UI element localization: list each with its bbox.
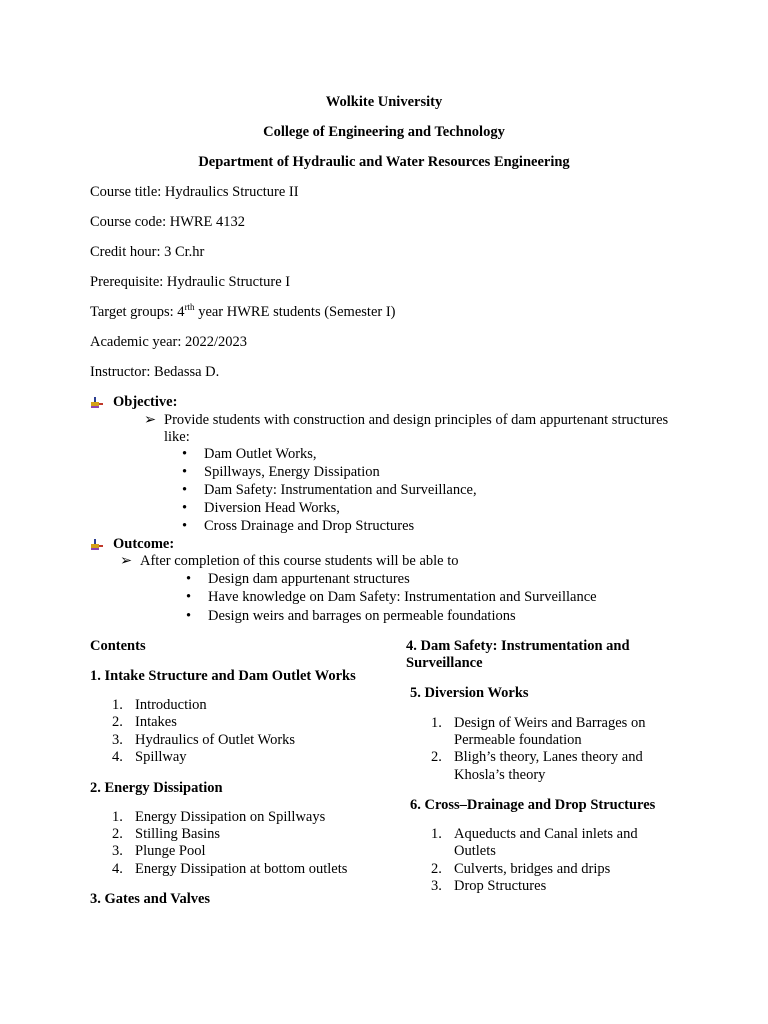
- arrow-icon: ➢: [144, 412, 157, 428]
- list-item: 1. Aqueducts and Canal inlets and: [431, 826, 638, 842]
- bullet-icon: •: [186, 589, 192, 605]
- contents-heading: Contents: [90, 638, 146, 654]
- list-item: 3. Plunge Pool: [112, 843, 206, 859]
- list-item: • Design weirs and barrages on permeable foundations: [186, 608, 516, 624]
- list-item: 2. Stilling Basins: [112, 826, 221, 842]
- credit-hour: Credit hour: 3 Cr.hr: [90, 244, 205, 260]
- arrow-icon: ➢: [120, 553, 133, 569]
- target-suffix: year HWRE students (Semester I): [194, 304, 396, 320]
- list-item: 3. Drop Structures: [431, 878, 547, 894]
- section-5-title: 5. Diversion Works: [410, 685, 529, 701]
- course-title: Course title: Hydraulics Structure II: [90, 184, 299, 200]
- list-item: 2. Intakes: [112, 714, 177, 730]
- outcome-arrow-text: After completion of this course students will be able to: [140, 553, 459, 569]
- list-item-cont: Permeable foundation: [454, 732, 582, 748]
- prerequisite: Prerequisite: Hydraulic Structure I: [90, 274, 291, 290]
- list-item: 1. Energy Dissipation on Spillways: [112, 809, 326, 825]
- list-item: • Have knowledge on Dam Safety: Instrumentation and Surveillance: [186, 589, 597, 605]
- bullet-icon: •: [182, 518, 188, 534]
- section-4-title-cont: Surveillance: [406, 655, 483, 671]
- university-title: Wolkite University: [325, 94, 443, 110]
- bullet-icon: •: [182, 500, 188, 516]
- list-item: • Spillways, Energy Dissipation: [182, 464, 380, 480]
- objective-arrow-text: Provide students with construction and design principles of dam appurtenant structures: [164, 412, 669, 428]
- bullet-icon: •: [182, 446, 188, 462]
- bullet-icon: •: [186, 608, 192, 624]
- outcome-arrow-item: [120, 553, 459, 570]
- list-item-cont: Outlets: [454, 843, 496, 859]
- section-6-title: 6. Cross–Drainage and Drop Structures: [410, 797, 656, 813]
- list-item: • Diversion Head Works,: [182, 500, 340, 516]
- bullet-icon: •: [182, 464, 188, 480]
- section-4-title: 4. Dam Safety: Instrumentation and: [406, 638, 630, 654]
- bullet-icon: •: [186, 571, 192, 587]
- academic-year: Academic year: 2022/2023: [90, 334, 248, 350]
- list-item: 2. Culverts, bridges and drips: [431, 861, 611, 877]
- pointing-hand-icon: [90, 395, 104, 409]
- objective-heading: Objective:: [113, 394, 178, 410]
- department-title: Department of Hydraulic and Water Resources Engineering: [198, 154, 570, 170]
- list-item: 4. Energy Dissipation at bottom outlets: [112, 861, 348, 877]
- target-prefix: Target groups: 4: [90, 304, 185, 320]
- list-item: • Dam Safety: Instrumentation and Surveillance,: [182, 482, 477, 498]
- bullet-icon: •: [182, 482, 188, 498]
- instructor: Instructor: Bedassa D.: [90, 364, 220, 380]
- target-sup: rth: [184, 302, 195, 313]
- section-1-title: 1. Intake Structure and Dam Outlet Works: [90, 668, 356, 684]
- section-3-title: 3. Gates and Valves: [90, 891, 211, 907]
- list-item-cont: Khosla’s theory: [454, 767, 546, 783]
- list-item: • Cross Drainage and Drop Structures: [182, 518, 415, 534]
- list-item: • Dam Outlet Works,: [182, 446, 317, 462]
- outcome-heading: Outcome:: [113, 536, 175, 552]
- college-title: College of Engineering and Technology: [263, 124, 505, 140]
- course-code: Course code: HWRE 4132: [90, 214, 246, 230]
- list-item: 3. Hydraulics of Outlet Works: [112, 732, 296, 748]
- objective-arrow-text-cont: like:: [164, 429, 190, 445]
- list-item: 2. Bligh’s theory, Lanes theory and: [431, 749, 643, 765]
- pointing-hand-icon: [90, 537, 104, 551]
- list-item: 1. Introduction: [112, 697, 207, 713]
- section-2-title: 2. Energy Dissipation: [90, 780, 223, 796]
- list-item: 1. Design of Weirs and Barrages on: [431, 715, 646, 731]
- objective-arrow-item: [144, 412, 668, 429]
- target-groups: [90, 304, 396, 321]
- list-item: • Design dam appurtenant structures: [186, 571, 410, 587]
- list-item: 4. Spillway: [112, 749, 187, 765]
